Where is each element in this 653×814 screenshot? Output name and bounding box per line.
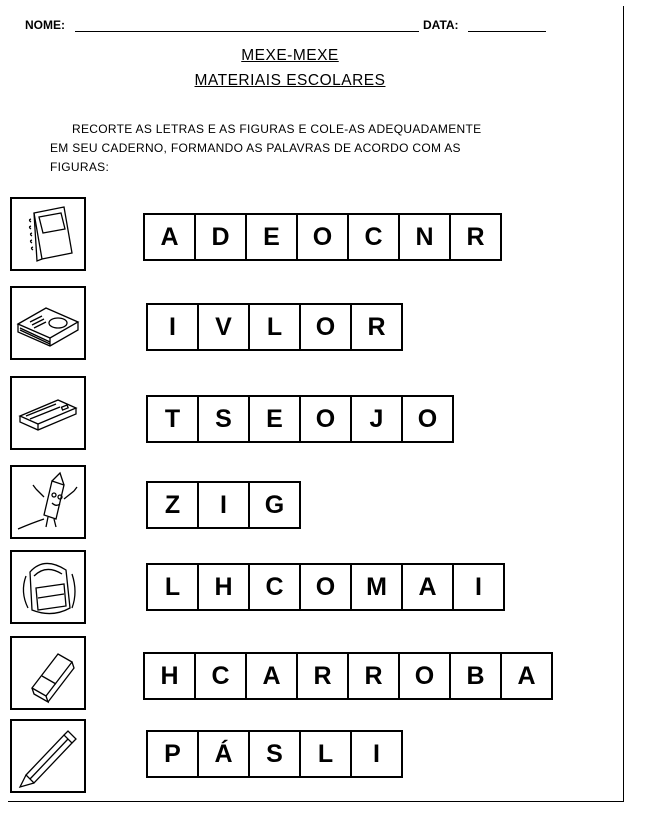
- letter-tile[interactable]: L: [248, 303, 301, 351]
- letter-tile[interactable]: J: [350, 395, 403, 443]
- letter-tile[interactable]: A: [401, 563, 454, 611]
- letter-tile[interactable]: Z: [146, 481, 199, 529]
- letter-tile[interactable]: E: [248, 395, 301, 443]
- picture-box-1: [10, 197, 86, 271]
- letter-row-5: [146, 563, 505, 611]
- letter-tile[interactable]: O: [299, 303, 352, 351]
- picture-box-7: [10, 719, 86, 793]
- notebook-icon: [12, 199, 84, 269]
- letter-tile[interactable]: L: [299, 730, 352, 778]
- date-label: DATA:: [423, 18, 459, 32]
- letter-tile[interactable]: S: [248, 730, 301, 778]
- letter-tile[interactable]: D: [194, 213, 247, 261]
- letter-tile[interactable]: A: [500, 652, 553, 700]
- letter-tile[interactable]: I: [146, 303, 199, 351]
- letter-tile[interactable]: E: [245, 213, 298, 261]
- letter-tile[interactable]: I: [197, 481, 250, 529]
- letter-tile[interactable]: P: [146, 730, 199, 778]
- crayon-icon: [12, 467, 84, 537]
- letter-row-4: [146, 481, 301, 529]
- letter-tile[interactable]: I: [350, 730, 403, 778]
- letter-row-7: [146, 730, 403, 778]
- letter-tile[interactable]: O: [401, 395, 454, 443]
- title-line-1: MEXE-MEXE: [241, 47, 339, 64]
- letter-row-1: [143, 213, 502, 261]
- letter-tile[interactable]: R: [347, 652, 400, 700]
- header-fields: [25, 15, 555, 35]
- name-field-line[interactable]: [75, 31, 419, 32]
- instructions: [50, 120, 528, 177]
- letter-tile[interactable]: H: [197, 563, 250, 611]
- letter-tile[interactable]: A: [245, 652, 298, 700]
- letter-tile[interactable]: C: [347, 213, 400, 261]
- letter-tile[interactable]: T: [146, 395, 199, 443]
- letter-tile[interactable]: M: [350, 563, 403, 611]
- instructions-line-1: RECORTE AS LETRAS E AS FIGURAS E COLE-AS ADEQUADAMENTE: [72, 122, 482, 136]
- letter-row-2: [146, 303, 403, 351]
- letter-tile[interactable]: C: [248, 563, 301, 611]
- letter-tile[interactable]: S: [197, 395, 250, 443]
- letter-tile[interactable]: R: [350, 303, 403, 351]
- instructions-line-2: EM SEU CADERNO, FORMANDO AS PALAVRAS DE ACORDO COM AS: [50, 141, 461, 155]
- letter-row-3: [146, 395, 454, 443]
- letter-tile[interactable]: G: [248, 481, 301, 529]
- picture-box-6: [10, 636, 86, 710]
- picture-box-2: [10, 286, 86, 360]
- instructions-line-3: FIGURAS:: [50, 160, 110, 174]
- date-field-line[interactable]: [468, 31, 546, 32]
- letter-tile[interactable]: A: [143, 213, 196, 261]
- title-line-2: MATERIAIS ESCOLARES: [194, 72, 386, 89]
- letter-tile[interactable]: R: [296, 652, 349, 700]
- pencil-case-icon: [12, 378, 84, 448]
- name-label: NOME:: [25, 18, 65, 32]
- pencil-icon: [12, 721, 84, 791]
- picture-box-3: [10, 376, 86, 450]
- eraser-icon: [12, 638, 84, 708]
- letter-tile[interactable]: H: [143, 652, 196, 700]
- letter-tile[interactable]: Á: [197, 730, 250, 778]
- picture-box-5: [10, 550, 86, 624]
- letter-tile[interactable]: R: [449, 213, 502, 261]
- picture-box-4: [10, 465, 86, 539]
- letter-tile[interactable]: O: [296, 213, 349, 261]
- letter-tile[interactable]: B: [449, 652, 502, 700]
- letter-row-6: [143, 652, 553, 700]
- letter-tile[interactable]: N: [398, 213, 451, 261]
- book-icon: [12, 288, 84, 358]
- letter-tile[interactable]: I: [452, 563, 505, 611]
- letter-tile[interactable]: O: [398, 652, 451, 700]
- letter-tile[interactable]: V: [197, 303, 250, 351]
- letter-tile[interactable]: L: [146, 563, 199, 611]
- letter-tile[interactable]: C: [194, 652, 247, 700]
- letter-tile[interactable]: O: [299, 395, 352, 443]
- letter-tile[interactable]: O: [299, 563, 352, 611]
- backpack-icon: [12, 552, 84, 622]
